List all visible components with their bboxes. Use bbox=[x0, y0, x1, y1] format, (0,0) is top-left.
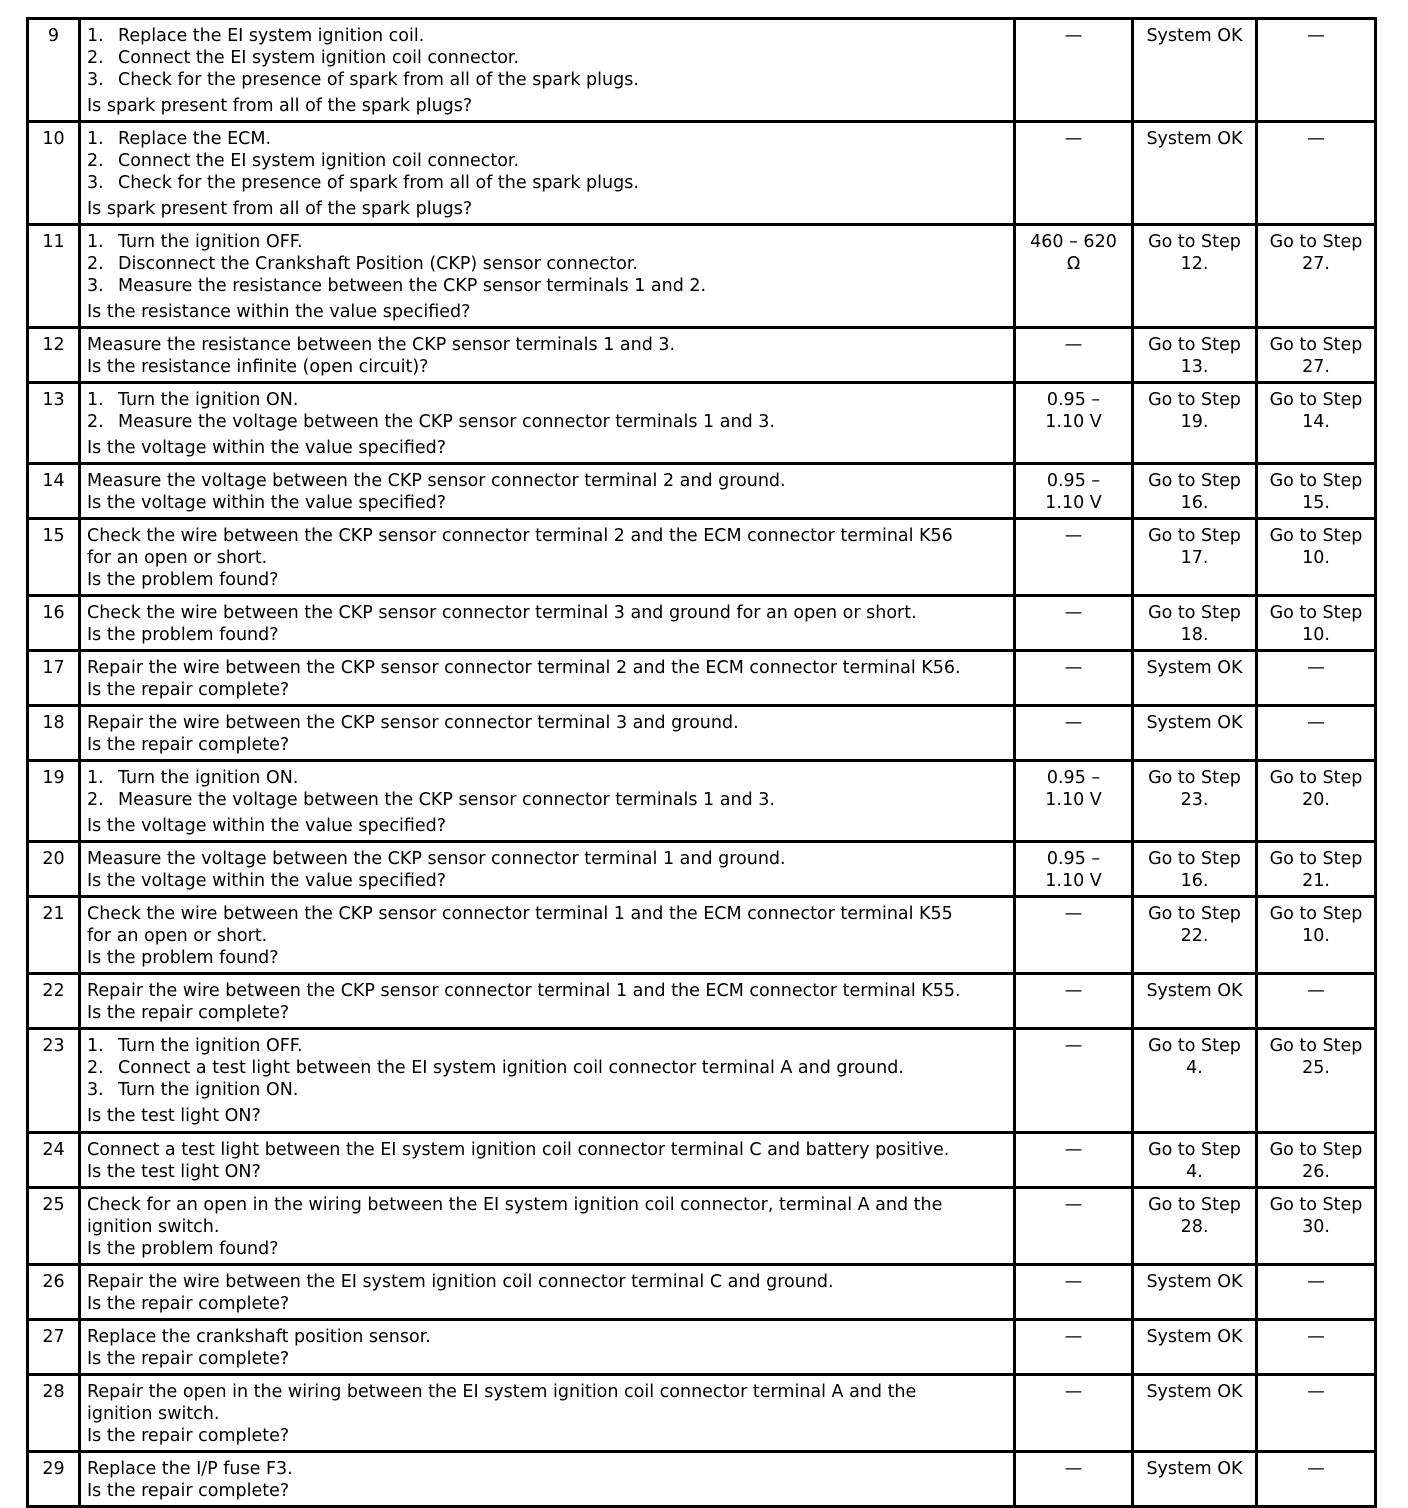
question-text: Is the voltage within the value specified? bbox=[87, 816, 447, 836]
table-row bbox=[28, 974, 1376, 1029]
question-text: Is the repair complete? bbox=[87, 1294, 290, 1314]
yes-cell-line: Go to Step bbox=[1148, 1036, 1241, 1056]
yes-cell bbox=[1133, 383, 1257, 464]
yes-cell bbox=[1133, 974, 1257, 1029]
step-number-cell: 15 bbox=[28, 519, 80, 596]
table-row bbox=[28, 383, 1376, 464]
no-cell-line: Go to Step bbox=[1269, 232, 1363, 252]
table-row bbox=[28, 1133, 1376, 1188]
value-cell bbox=[1015, 596, 1133, 651]
action-line: Measure the voltage between the CKP sensor connector terminal 2 and ground. bbox=[87, 471, 786, 491]
question-text: Is the voltage within the value specified? bbox=[87, 438, 447, 458]
value-cell bbox=[1015, 1188, 1133, 1265]
yes-cell bbox=[1133, 596, 1257, 651]
yes-cell bbox=[1133, 1320, 1257, 1375]
yes-cell bbox=[1133, 897, 1257, 974]
action-line: Measure the voltage between the CKP sensor connector terminal 1 and ground. bbox=[87, 849, 786, 869]
action-line: ignition switch. bbox=[87, 1217, 220, 1237]
value-cell bbox=[1015, 897, 1133, 974]
question-text: Is the resistance infinite (open circuit)? bbox=[87, 357, 429, 377]
action-line: for an open or short. bbox=[87, 548, 268, 568]
value-cell bbox=[1015, 225, 1133, 328]
question-text: Is the problem found? bbox=[87, 948, 279, 968]
action-line: Replace the crankshaft position sensor. bbox=[87, 1327, 431, 1347]
yes-cell-line: 18. bbox=[1180, 625, 1209, 645]
yes-cell-line: System OK bbox=[1146, 713, 1243, 733]
no-cell-line: Go to Step bbox=[1269, 849, 1363, 869]
action-cell bbox=[80, 842, 1015, 897]
yes-cell-line: 22. bbox=[1180, 926, 1209, 946]
yes-cell bbox=[1133, 1452, 1257, 1507]
yes-cell-line: System OK bbox=[1146, 981, 1243, 1001]
no-cell-line: 27. bbox=[1302, 254, 1330, 274]
value-cell bbox=[1015, 842, 1133, 897]
action-line: Repair the wire between the CKP sensor connector terminal 1 and the ECM connector terminal K55. bbox=[87, 981, 961, 1001]
yes-cell-line: 19. bbox=[1180, 412, 1209, 432]
question-text: Is the voltage within the value specified? bbox=[87, 493, 447, 513]
action-cell bbox=[80, 596, 1015, 651]
value-cell-line: 1.10 V bbox=[1045, 790, 1102, 810]
value-cell bbox=[1015, 1265, 1133, 1320]
question-text: Is the voltage within the value specified? bbox=[87, 871, 447, 891]
action-line: Repair the open in the wiring between the EI system ignition coil connector terminal A and the bbox=[87, 1382, 917, 1402]
yes-cell bbox=[1133, 651, 1257, 706]
yes-cell bbox=[1133, 1029, 1257, 1133]
action-cell bbox=[80, 1320, 1015, 1375]
yes-cell-line: Go to Step bbox=[1148, 904, 1241, 924]
action-line: Repair the wire between the EI system ignition coil connector terminal C and ground. bbox=[87, 1272, 834, 1292]
action-line: 3. Check for the presence of spark from all of the spark plugs. bbox=[87, 70, 639, 90]
no-cell bbox=[1257, 328, 1376, 383]
value-cell-line: 1.10 V bbox=[1045, 493, 1102, 513]
no-cell-line: 14. bbox=[1302, 412, 1330, 432]
yes-cell-line: 16. bbox=[1180, 871, 1209, 891]
value-cell-line: — bbox=[1064, 1036, 1083, 1056]
value-cell bbox=[1015, 1029, 1133, 1133]
value-cell bbox=[1015, 519, 1133, 596]
value-cell bbox=[1015, 1320, 1133, 1375]
value-cell-line: — bbox=[1064, 981, 1083, 1001]
action-cell bbox=[80, 519, 1015, 596]
yes-cell-line: Go to Step bbox=[1148, 232, 1241, 252]
no-cell bbox=[1257, 706, 1376, 761]
step-number-cell: 11 bbox=[28, 225, 80, 328]
yes-cell bbox=[1133, 519, 1257, 596]
action-line: for an open or short. bbox=[87, 926, 268, 946]
no-cell bbox=[1257, 383, 1376, 464]
step-number-cell: 13 bbox=[28, 383, 80, 464]
value-cell-line: — bbox=[1064, 1382, 1083, 1402]
table-row bbox=[28, 122, 1376, 225]
yes-cell bbox=[1133, 225, 1257, 328]
value-cell-line: — bbox=[1064, 713, 1083, 733]
yes-cell-line: Go to Step bbox=[1148, 768, 1241, 788]
step-number-cell: 29 bbox=[28, 1452, 80, 1507]
no-cell-line: — bbox=[1307, 1459, 1325, 1479]
no-cell-line: 10. bbox=[1302, 926, 1330, 946]
action-line: 2. Measure the voltage between the CKP sensor connector terminals 1 and 3. bbox=[87, 412, 775, 432]
action-cell bbox=[80, 761, 1015, 842]
action-line: 3. Turn the ignition ON. bbox=[87, 1080, 299, 1100]
table-row bbox=[28, 328, 1376, 383]
action-line: 2. Disconnect the Crankshaft Position (CKP) sensor connector. bbox=[87, 254, 638, 274]
value-cell-line: — bbox=[1064, 1327, 1083, 1347]
value-cell bbox=[1015, 328, 1133, 383]
value-cell bbox=[1015, 1375, 1133, 1452]
no-cell-line: 21. bbox=[1302, 871, 1330, 891]
yes-cell-line: Go to Step bbox=[1148, 526, 1241, 546]
no-cell-line: Go to Step bbox=[1269, 526, 1363, 546]
table-row bbox=[28, 596, 1376, 651]
yes-cell bbox=[1133, 464, 1257, 519]
value-cell-line: — bbox=[1064, 603, 1083, 623]
no-cell-line: 30. bbox=[1302, 1217, 1330, 1237]
table-row bbox=[28, 1375, 1376, 1452]
action-cell bbox=[80, 1188, 1015, 1265]
no-cell-line: — bbox=[1307, 1272, 1325, 1292]
step-number-cell: 17 bbox=[28, 651, 80, 706]
no-cell-line: Go to Step bbox=[1269, 603, 1363, 623]
action-cell bbox=[80, 464, 1015, 519]
table-row bbox=[28, 761, 1376, 842]
value-cell bbox=[1015, 1452, 1133, 1507]
no-cell-line: Go to Step bbox=[1269, 768, 1363, 788]
value-cell-line: Ω bbox=[1066, 254, 1081, 274]
yes-cell-line: System OK bbox=[1146, 1459, 1243, 1479]
no-cell bbox=[1257, 842, 1376, 897]
value-cell-line: — bbox=[1064, 658, 1083, 678]
table-row bbox=[28, 651, 1376, 706]
value-cell-line: — bbox=[1064, 335, 1083, 355]
yes-cell-line: 4. bbox=[1186, 1058, 1203, 1078]
action-cell bbox=[80, 1375, 1015, 1452]
yes-cell-line: Go to Step bbox=[1148, 849, 1241, 869]
question-text: Is spark present from all of the spark plugs? bbox=[87, 199, 473, 219]
action-cell bbox=[80, 122, 1015, 225]
value-cell-line: — bbox=[1064, 26, 1083, 46]
question-text: Is the problem found? bbox=[87, 570, 279, 590]
no-cell-line: — bbox=[1307, 26, 1325, 46]
no-cell-line: 10. bbox=[1302, 625, 1330, 645]
no-cell bbox=[1257, 1188, 1376, 1265]
table-row bbox=[28, 897, 1376, 974]
action-line: ignition switch. bbox=[87, 1404, 220, 1424]
no-cell-line: — bbox=[1307, 1327, 1325, 1347]
no-cell bbox=[1257, 651, 1376, 706]
step-number-cell: 16 bbox=[28, 596, 80, 651]
no-cell bbox=[1257, 1452, 1376, 1507]
yes-cell-line: 28. bbox=[1180, 1217, 1209, 1237]
no-cell-line: — bbox=[1307, 1382, 1325, 1402]
value-cell bbox=[1015, 706, 1133, 761]
action-line: Check the wire between the CKP sensor connector terminal 1 and the ECM connector terminal K55 bbox=[87, 904, 953, 924]
no-cell-line: — bbox=[1307, 658, 1325, 678]
no-cell bbox=[1257, 1265, 1376, 1320]
step-number-cell: 23 bbox=[28, 1029, 80, 1133]
value-cell-line: — bbox=[1064, 1272, 1083, 1292]
step-number-cell: 12 bbox=[28, 328, 80, 383]
action-line: Check the wire between the CKP sensor connector terminal 2 and the ECM connector terminal K56 bbox=[87, 526, 953, 546]
question-text: Is the problem found? bbox=[87, 1239, 279, 1259]
no-cell-line: 10. bbox=[1302, 548, 1330, 568]
yes-cell bbox=[1133, 1265, 1257, 1320]
action-line: 2. Connect a test light between the EI system ignition coil connector terminal A and ground. bbox=[87, 1058, 904, 1078]
no-cell-line: — bbox=[1307, 129, 1325, 149]
action-cell bbox=[80, 651, 1015, 706]
question-text: Is the test light ON? bbox=[87, 1106, 261, 1126]
table-body bbox=[28, 19, 1376, 1507]
action-line: 1. Replace the ECM. bbox=[87, 129, 272, 149]
value-cell-line: 1.10 V bbox=[1045, 412, 1102, 432]
action-cell bbox=[80, 1265, 1015, 1320]
no-cell-line: — bbox=[1307, 713, 1325, 733]
no-cell bbox=[1257, 19, 1376, 122]
step-number-cell: 19 bbox=[28, 761, 80, 842]
value-cell-line: — bbox=[1064, 1195, 1083, 1215]
yes-cell-line: System OK bbox=[1146, 26, 1243, 46]
value-cell bbox=[1015, 122, 1133, 225]
value-cell bbox=[1015, 651, 1133, 706]
question-text: Is the repair complete? bbox=[87, 1003, 290, 1023]
table-row bbox=[28, 464, 1376, 519]
no-cell-line: Go to Step bbox=[1269, 335, 1363, 355]
question-text: Is the repair complete? bbox=[87, 680, 290, 700]
yes-cell bbox=[1133, 1133, 1257, 1188]
no-cell-line: — bbox=[1307, 981, 1325, 1001]
yes-cell bbox=[1133, 706, 1257, 761]
action-cell bbox=[80, 1133, 1015, 1188]
table-row bbox=[28, 842, 1376, 897]
action-cell bbox=[80, 383, 1015, 464]
yes-cell-line: 12. bbox=[1180, 254, 1209, 274]
step-number-cell: 27 bbox=[28, 1320, 80, 1375]
value-cell-line: — bbox=[1064, 1459, 1083, 1479]
no-cell-line: Go to Step bbox=[1269, 1140, 1363, 1160]
table-row bbox=[28, 706, 1376, 761]
action-cell bbox=[80, 225, 1015, 328]
action-cell bbox=[80, 19, 1015, 122]
value-cell-line: 0.95 – bbox=[1046, 471, 1101, 491]
no-cell-line: Go to Step bbox=[1269, 390, 1363, 410]
yes-cell-line: Go to Step bbox=[1148, 471, 1241, 491]
value-cell-line: 0.95 – bbox=[1046, 390, 1101, 410]
yes-cell bbox=[1133, 842, 1257, 897]
action-line: Check the wire between the CKP sensor connector terminal 3 and ground for an open or short. bbox=[87, 603, 917, 623]
yes-cell-line: Go to Step bbox=[1148, 335, 1241, 355]
yes-cell bbox=[1133, 122, 1257, 225]
no-cell bbox=[1257, 596, 1376, 651]
table-row bbox=[28, 225, 1376, 328]
yes-cell-line: 17. bbox=[1180, 548, 1209, 568]
no-cell-line: 15. bbox=[1302, 493, 1330, 513]
yes-cell-line: 23. bbox=[1180, 790, 1209, 810]
action-line: 2. Connect the EI system ignition coil connector. bbox=[87, 48, 520, 68]
step-number-cell: 24 bbox=[28, 1133, 80, 1188]
step-number-cell: 9 bbox=[28, 19, 80, 122]
step-number-cell: 10 bbox=[28, 122, 80, 225]
no-cell bbox=[1257, 225, 1376, 328]
no-cell bbox=[1257, 122, 1376, 225]
step-number-cell: 22 bbox=[28, 974, 80, 1029]
value-cell-line: — bbox=[1064, 904, 1083, 924]
yes-cell-line: 16. bbox=[1180, 493, 1209, 513]
table-row bbox=[28, 1188, 1376, 1265]
value-cell-line: — bbox=[1064, 129, 1083, 149]
action-cell bbox=[80, 1029, 1015, 1133]
action-line: 3. Check for the presence of spark from all of the spark plugs. bbox=[87, 173, 639, 193]
question-text: Is the repair complete? bbox=[87, 1426, 290, 1446]
value-cell bbox=[1015, 974, 1133, 1029]
yes-cell-line: 4. bbox=[1186, 1162, 1203, 1182]
no-cell-line: 20. bbox=[1302, 790, 1330, 810]
action-cell bbox=[80, 706, 1015, 761]
action-line: Replace the I/P fuse F3. bbox=[87, 1459, 293, 1479]
action-line: 1. Turn the ignition ON. bbox=[87, 390, 299, 410]
step-number-cell: 20 bbox=[28, 842, 80, 897]
no-cell-line: Go to Step bbox=[1269, 471, 1363, 491]
value-cell-line: 460 – 620 bbox=[1030, 232, 1117, 252]
yes-cell-line: Go to Step bbox=[1148, 1195, 1241, 1215]
value-cell-line: 1.10 V bbox=[1045, 871, 1102, 891]
question-text: Is the test light ON? bbox=[87, 1162, 261, 1182]
table-row bbox=[28, 1452, 1376, 1507]
no-cell bbox=[1257, 464, 1376, 519]
action-cell bbox=[80, 974, 1015, 1029]
no-cell bbox=[1257, 897, 1376, 974]
step-number-cell: 28 bbox=[28, 1375, 80, 1452]
yes-cell-line: System OK bbox=[1146, 1327, 1243, 1347]
action-line: Connect a test light between the EI system ignition coil connector terminal C and battery positive. bbox=[87, 1140, 950, 1160]
action-line: Check for an open in the wiring between the EI system ignition coil connector, terminal A and the bbox=[87, 1195, 943, 1215]
no-cell-line: Go to Step bbox=[1269, 1195, 1363, 1215]
no-cell bbox=[1257, 761, 1376, 842]
step-number-cell: 21 bbox=[28, 897, 80, 974]
step-number-cell: 18 bbox=[28, 706, 80, 761]
yes-cell-line: System OK bbox=[1146, 1272, 1243, 1292]
yes-cell bbox=[1133, 1188, 1257, 1265]
diagnostic-procedure-table bbox=[26, 17, 1377, 1508]
no-cell-line: Go to Step bbox=[1269, 1036, 1363, 1056]
value-cell-line: 0.95 – bbox=[1046, 849, 1101, 869]
no-cell bbox=[1257, 1375, 1376, 1452]
yes-cell-line: 13. bbox=[1180, 357, 1209, 377]
yes-cell-line: Go to Step bbox=[1148, 390, 1241, 410]
value-cell bbox=[1015, 383, 1133, 464]
value-cell-line: 0.95 – bbox=[1046, 768, 1101, 788]
action-cell bbox=[80, 1452, 1015, 1507]
no-cell bbox=[1257, 1029, 1376, 1133]
action-cell bbox=[80, 328, 1015, 383]
no-cell bbox=[1257, 1133, 1376, 1188]
yes-cell-line: System OK bbox=[1146, 129, 1243, 149]
value-cell-line: — bbox=[1064, 526, 1083, 546]
question-text: Is the repair complete? bbox=[87, 1349, 290, 1369]
no-cell-line: Go to Step bbox=[1269, 904, 1363, 924]
no-cell-line: 25. bbox=[1302, 1058, 1330, 1078]
value-cell bbox=[1015, 1133, 1133, 1188]
yes-cell-line: System OK bbox=[1146, 1382, 1243, 1402]
table-row bbox=[28, 519, 1376, 596]
action-cell bbox=[80, 897, 1015, 974]
action-line: 1. Turn the ignition OFF. bbox=[87, 1036, 303, 1056]
action-line: 1. Turn the ignition OFF. bbox=[87, 232, 303, 252]
action-line: 1. Turn the ignition ON. bbox=[87, 768, 299, 788]
action-line: Measure the resistance between the CKP sensor terminals 1 and 3. bbox=[87, 335, 676, 355]
yes-cell-line: Go to Step bbox=[1148, 603, 1241, 623]
action-line: Repair the wire between the CKP sensor connector terminal 3 and ground. bbox=[87, 713, 739, 733]
value-cell bbox=[1015, 761, 1133, 842]
table-row bbox=[28, 1029, 1376, 1133]
action-line: 2. Connect the EI system ignition coil connector. bbox=[87, 151, 520, 171]
yes-cell bbox=[1133, 761, 1257, 842]
step-number-cell: 25 bbox=[28, 1188, 80, 1265]
step-number-cell: 26 bbox=[28, 1265, 80, 1320]
yes-cell bbox=[1133, 19, 1257, 122]
question-text: Is the problem found? bbox=[87, 625, 279, 645]
no-cell bbox=[1257, 519, 1376, 596]
no-cell bbox=[1257, 1320, 1376, 1375]
question-text: Is the repair complete? bbox=[87, 1481, 290, 1501]
step-number-cell: 14 bbox=[28, 464, 80, 519]
action-line: 3. Measure the resistance between the CKP sensor terminals 1 and 2. bbox=[87, 276, 707, 296]
question-text: Is spark present from all of the spark plugs? bbox=[87, 96, 473, 116]
no-cell-line: 27. bbox=[1302, 357, 1330, 377]
action-line: Repair the wire between the CKP sensor connector terminal 2 and the ECM connector terminal K56. bbox=[87, 658, 961, 678]
yes-cell-line: Go to Step bbox=[1148, 1140, 1241, 1160]
table-row bbox=[28, 19, 1376, 122]
yes-cell-line: System OK bbox=[1146, 658, 1243, 678]
value-cell bbox=[1015, 19, 1133, 122]
value-cell bbox=[1015, 464, 1133, 519]
question-text: Is the repair complete? bbox=[87, 735, 290, 755]
table-row bbox=[28, 1320, 1376, 1375]
action-line: 1. Replace the EI system ignition coil. bbox=[87, 26, 425, 46]
no-cell-line: 26. bbox=[1302, 1162, 1330, 1182]
action-line: 2. Measure the voltage between the CKP sensor connector terminals 1 and 3. bbox=[87, 790, 775, 810]
no-cell bbox=[1257, 974, 1376, 1029]
question-text: Is the resistance within the value specified? bbox=[87, 302, 471, 322]
yes-cell bbox=[1133, 1375, 1257, 1452]
table-row bbox=[28, 1265, 1376, 1320]
yes-cell bbox=[1133, 328, 1257, 383]
value-cell-line: — bbox=[1064, 1140, 1083, 1160]
